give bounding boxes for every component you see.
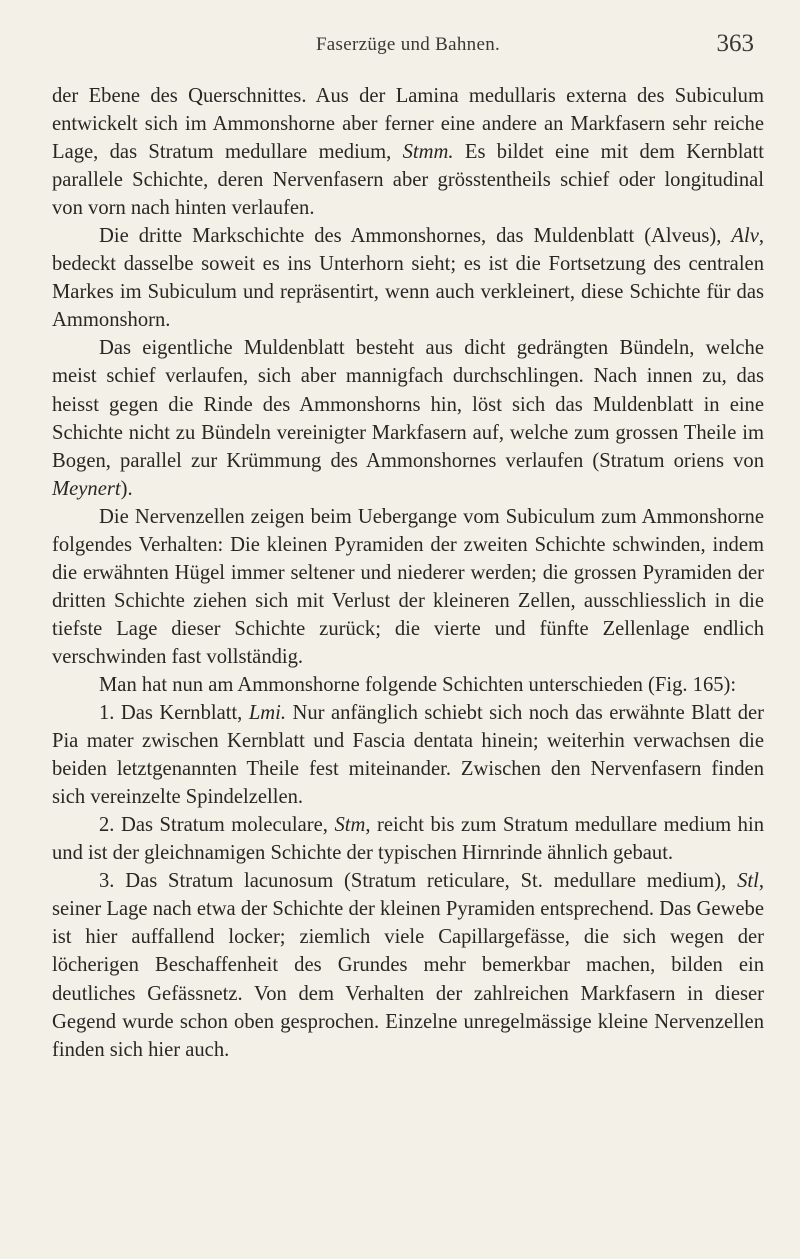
paragraph (52, 222, 764, 334)
italic-reference: Alv (731, 225, 759, 248)
text-run: Das eigentliche Muldenblatt besteht aus dicht gedrängten Bündeln, welche meist schief verlaufen, sich aber mannigfach durchschlingen. Nach innen zu, das heisst gegen die Rinde des Ammonshorns hin, löst sich das Muldenblatt in eine Schichte nicht zu Bündeln vereinigter Markfasern auf, welche zum grossen Theile im Bogen, parallel zur Krümmung des Ammonshornes verlaufen (Stratum oriens von (52, 337, 764, 472)
text-run: Man hat nun am Ammonshorne folgende Schichten unterschieden (Fig. 165): (99, 673, 737, 696)
text-run: 2. Das Stratum moleculare, (99, 814, 335, 837)
text-run: ). (120, 477, 133, 500)
paragraph (52, 671, 764, 699)
paragraph (52, 503, 764, 671)
text-run: Die dritte Markschichte des Ammonshornes, das Muldenblatt (Alveus), (99, 225, 732, 248)
text-run: Die Nervenzellen zeigen beim Uebergange vom Subiculum zum Ammonshorne folgendes Verhalten: Die kleinen Pyramiden der zweiten Schichte schwinden, indem die erwähnten Hügel immer seltener und niederer werden; die grossen Pyramiden der dritten Schichte ziehen sich mit Verlust der kleineren Zellen, ausschliesslich in die tiefste Lage dieser Schichte zurück; die vierte und fünfte Zellenlage endlich verschwinden fast vollständig. (52, 505, 764, 668)
text-run: 1. Das Kernblatt, (99, 702, 249, 725)
text-run: Nur anfänglich schiebt sich noch das erwähnte Blatt der Pia mater zwischen Kernblatt und Fascia dentata hinein; weiterhin verwachsen die beiden letztgenannten Theile fest miteinander. Zwischen den Nervenfasern finden sich vereinzelte Spindelzellen. (52, 702, 764, 809)
text-run: , seiner Lage nach etwa der Schichte der kleinen Pyramiden entsprechend. Das Gewebe ist hier auffallend locker; ziemlich viele Capillargefässe, die sich wegen der löcherigen Beschaffenheit des Grundes mehr bemerkbar machen, bilden ein deutliches Gefässnetz. Von dem Verhalten der zahlreichen Markfasern in dieser Gegend wurde schon oben gesprochen. Einzelne unregelmässige kleine Nervenzellen finden sich hier auch. (52, 870, 764, 1061)
paragraph (52, 811, 764, 867)
paragraph (52, 699, 764, 811)
text-run: 3. Das Stratum lacunosum (Stratum reticulare, St. medullare medium), (99, 870, 738, 893)
italic-reference: Stl (737, 870, 759, 893)
paragraph (52, 334, 764, 502)
text-run: Es bildet eine mit dem Kernblatt parallele Schichte, deren Nervenfasern aber grösstentheils schief oder longitudinal von vorn nach hinten verlaufen. (52, 141, 765, 220)
italic-reference: Lmi. (248, 702, 287, 725)
text-run: , reicht bis zum Stratum medullare medium hin und ist der gleichnamigen Schichte der typischen Hirnrinde ähnlich gebaut. (52, 814, 764, 865)
body-text (52, 82, 764, 1064)
italic-reference: Meynert (52, 477, 121, 500)
paragraph (52, 82, 764, 222)
italic-reference: Stm (334, 814, 366, 837)
text-run: , bedeckt dasselbe soweit es ins Unterhorn sieht; es ist die Fortsetzung des centralen Markes im Subiculum und repräsentirt, wenn auch verkleinert, diese Schichte für das Ammonshorn. (52, 225, 764, 332)
running-title: Faserzüge und Bahnen. (315, 34, 501, 55)
text-run: der Ebene des Querschnittes. Aus der Lamina medullaris externa des Subiculum entwickelt sich im Ammonshorne aber ferner eine andere an Markfasern sehr reiche Lage, das Stratum medullare medium, (52, 85, 764, 164)
paragraph (52, 867, 764, 1063)
page-number: 363 (716, 30, 754, 57)
running-header (52, 30, 764, 74)
italic-reference: Stmm. (402, 141, 454, 164)
